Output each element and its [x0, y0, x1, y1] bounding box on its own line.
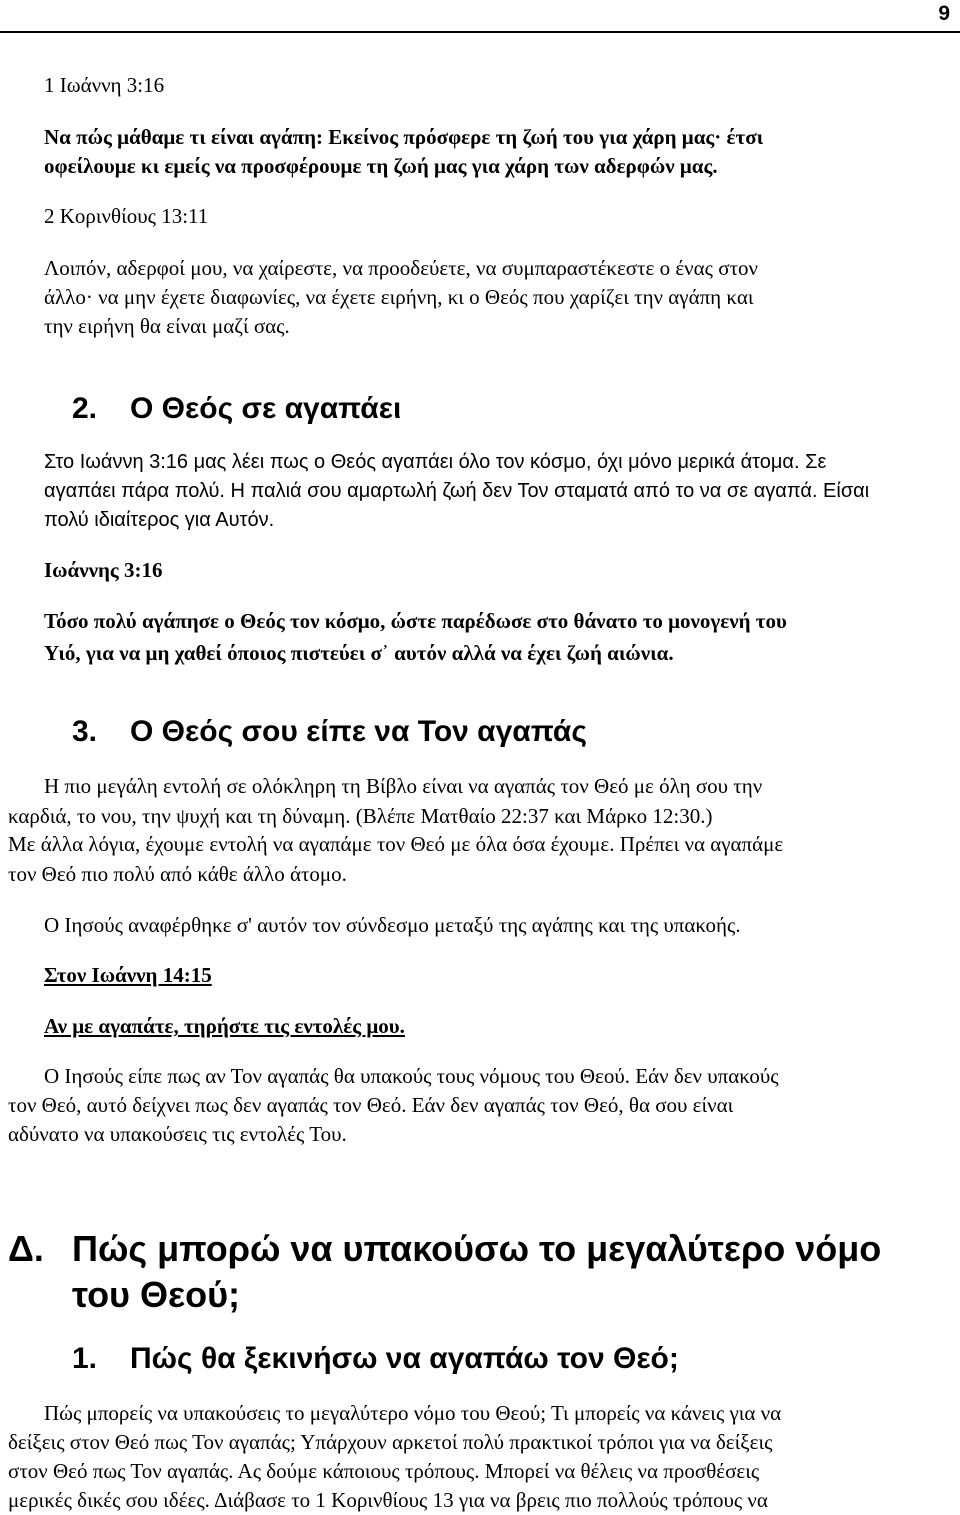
paragraph-line: αδύνατο να υπακούσεις τις εντολές Του.: [8, 1122, 347, 1146]
paragraph-line: αγαπάει πάρα πολύ. Η παλιά σου αμαρτωλή ζωή δεν Τον σταματά από το να σε αγαπά. Είσαι: [44, 480, 870, 502]
paragraph: Ο Ιησούς αναφέρθηκε σ' αυτόν τον σύνδεσμο μεταξύ της αγάπης και της υπακοής.: [44, 913, 741, 937]
paragraph-line: δείξεις στον Θεό πως Τον αγαπάς; Υπάρχουν αρκετοί πολύ πρακτικοί τρόποι για να δείξεις: [8, 1430, 773, 1454]
scripture-reference: 1 Ιωάννη 3:16: [44, 73, 165, 97]
header-rule: [0, 31, 960, 33]
chapter-title-line: του Θεού;: [72, 1274, 241, 1315]
subsection-number: 1.: [72, 1342, 98, 1375]
scripture-reference: Στον Ιωάννη 14:15: [44, 963, 212, 987]
paragraph-line: μερικές δικές σου ιδέες. Διάβασε το 1 Κορινθίους 13 για να βρεις πιο πολλούς τρόπους να: [8, 1488, 768, 1512]
section-title: Ο Θεός σου είπε να Τον αγαπάς: [130, 715, 587, 748]
scripture-reference: Ιωάννης 3:16: [44, 558, 163, 582]
paragraph-line: τον Θεό πιο πολύ από κάθε άλλο άτομο.: [8, 862, 347, 886]
verse-line: Λοιπόν, αδερφοί μου, να χαίρεστε, να προοδεύετε, να συμπαραστέκεστε ο ένας στον: [44, 256, 758, 280]
verse-line: Να πώς μάθαμε τι είναι αγάπη: Εκείνος πρόσφερε τη ζωή του για χάρη μας· έτσι: [44, 125, 764, 149]
chapter-title-line: Πώς μπορώ να υπακούσω το μεγαλύτερο νόμο: [72, 1228, 882, 1269]
paragraph-line: Στο Ιωάννη 3:16 μας λέει πως ο Θεός αγαπάει όλο τον κόσμο, όχι μόνο μερικά άτομα. Σε: [44, 451, 827, 473]
verse-line: οφείλουμε κι εμείς να προσφέρουμε τη ζωή μας για χάρη των αδερφών μας.: [44, 154, 718, 178]
paragraph-line: Η πιο μεγάλη εντολή σε ολόκληρη τη Βίβλο είναι να αγαπάς τον Θεό με όλη σου την: [44, 774, 763, 798]
section-heading: [72, 392, 401, 426]
chapter-heading: [8, 1226, 881, 1272]
chapter-letter: Δ.: [8, 1228, 44, 1269]
paragraph-line: πολύ ιδιαίτερος για Αυτόν.: [44, 509, 275, 531]
paragraph-line: Με άλλα λόγια, έχουμε εντολή να αγαπάμε τον Θεό με όλα όσα έχουμε. Πρέπει να αγαπάμε: [8, 832, 784, 856]
verse-line: την ειρήνη θα είναι μαζί σας.: [44, 314, 290, 338]
paragraph-line: στον Θεό πως Τον αγαπάς. Ας δούμε κάποιους τρόπους. Μπορεί να θέλεις να προσθέσεις: [8, 1459, 760, 1483]
verse-line: Αν με αγαπάτε, τηρήστε τις εντολές μου.: [44, 1014, 405, 1038]
paragraph-line: καρδιά, το νου, την ψυχή και τη δύναμη. (Βλέπε Ματθαίο 22:37 και Μάρκο 12:30.): [8, 804, 713, 828]
section-title: Ο Θεός σε αγαπάει: [130, 392, 402, 425]
section-number: 3.: [72, 715, 98, 748]
paragraph-line: Ο Ιησούς είπε πως αν Τον αγαπάς θα υπακούς τους νόμους του Θεού. Εάν δεν υπακούς: [44, 1064, 779, 1088]
verse-line: Τόσο πολύ αγάπησε ο Θεός τον κόσμο, ώστε παρέδωσε στο θάνατο το μονογενή του: [44, 609, 787, 633]
section-heading: [72, 715, 587, 749]
paragraph-line: τον Θεό, αυτό δείχνει πως δεν αγαπάς τον Θεό. Εάν δεν αγαπάς τον Θεό, θα σου είναι: [8, 1093, 734, 1117]
subsection-heading: [72, 1342, 679, 1376]
scripture-reference: 2 Κορινθίους 13:11: [44, 204, 209, 228]
verse-line: άλλο· να μην έχετε διαφωνίες, να έχετε ειρήνη, κι ο Θεός που χαρίζει την αγάπη και: [44, 285, 754, 309]
section-number: 2.: [72, 392, 98, 425]
paragraph-line: Πώς μπορείς να υπακούσεις το μεγαλύτερο νόμο του Θεού; Τι μπορείς να κάνεις για να: [44, 1401, 782, 1425]
subsection-title: Πώς θα ξεκινήσω να αγαπάω τον Θεό;: [130, 1342, 679, 1375]
page-number: 9: [938, 2, 950, 25]
verse-line: Υιό, για να μη χαθεί όποιος πιστεύει σ᾽ αυτόν αλλά να έχει ζωή αιώνια.: [44, 641, 674, 665]
